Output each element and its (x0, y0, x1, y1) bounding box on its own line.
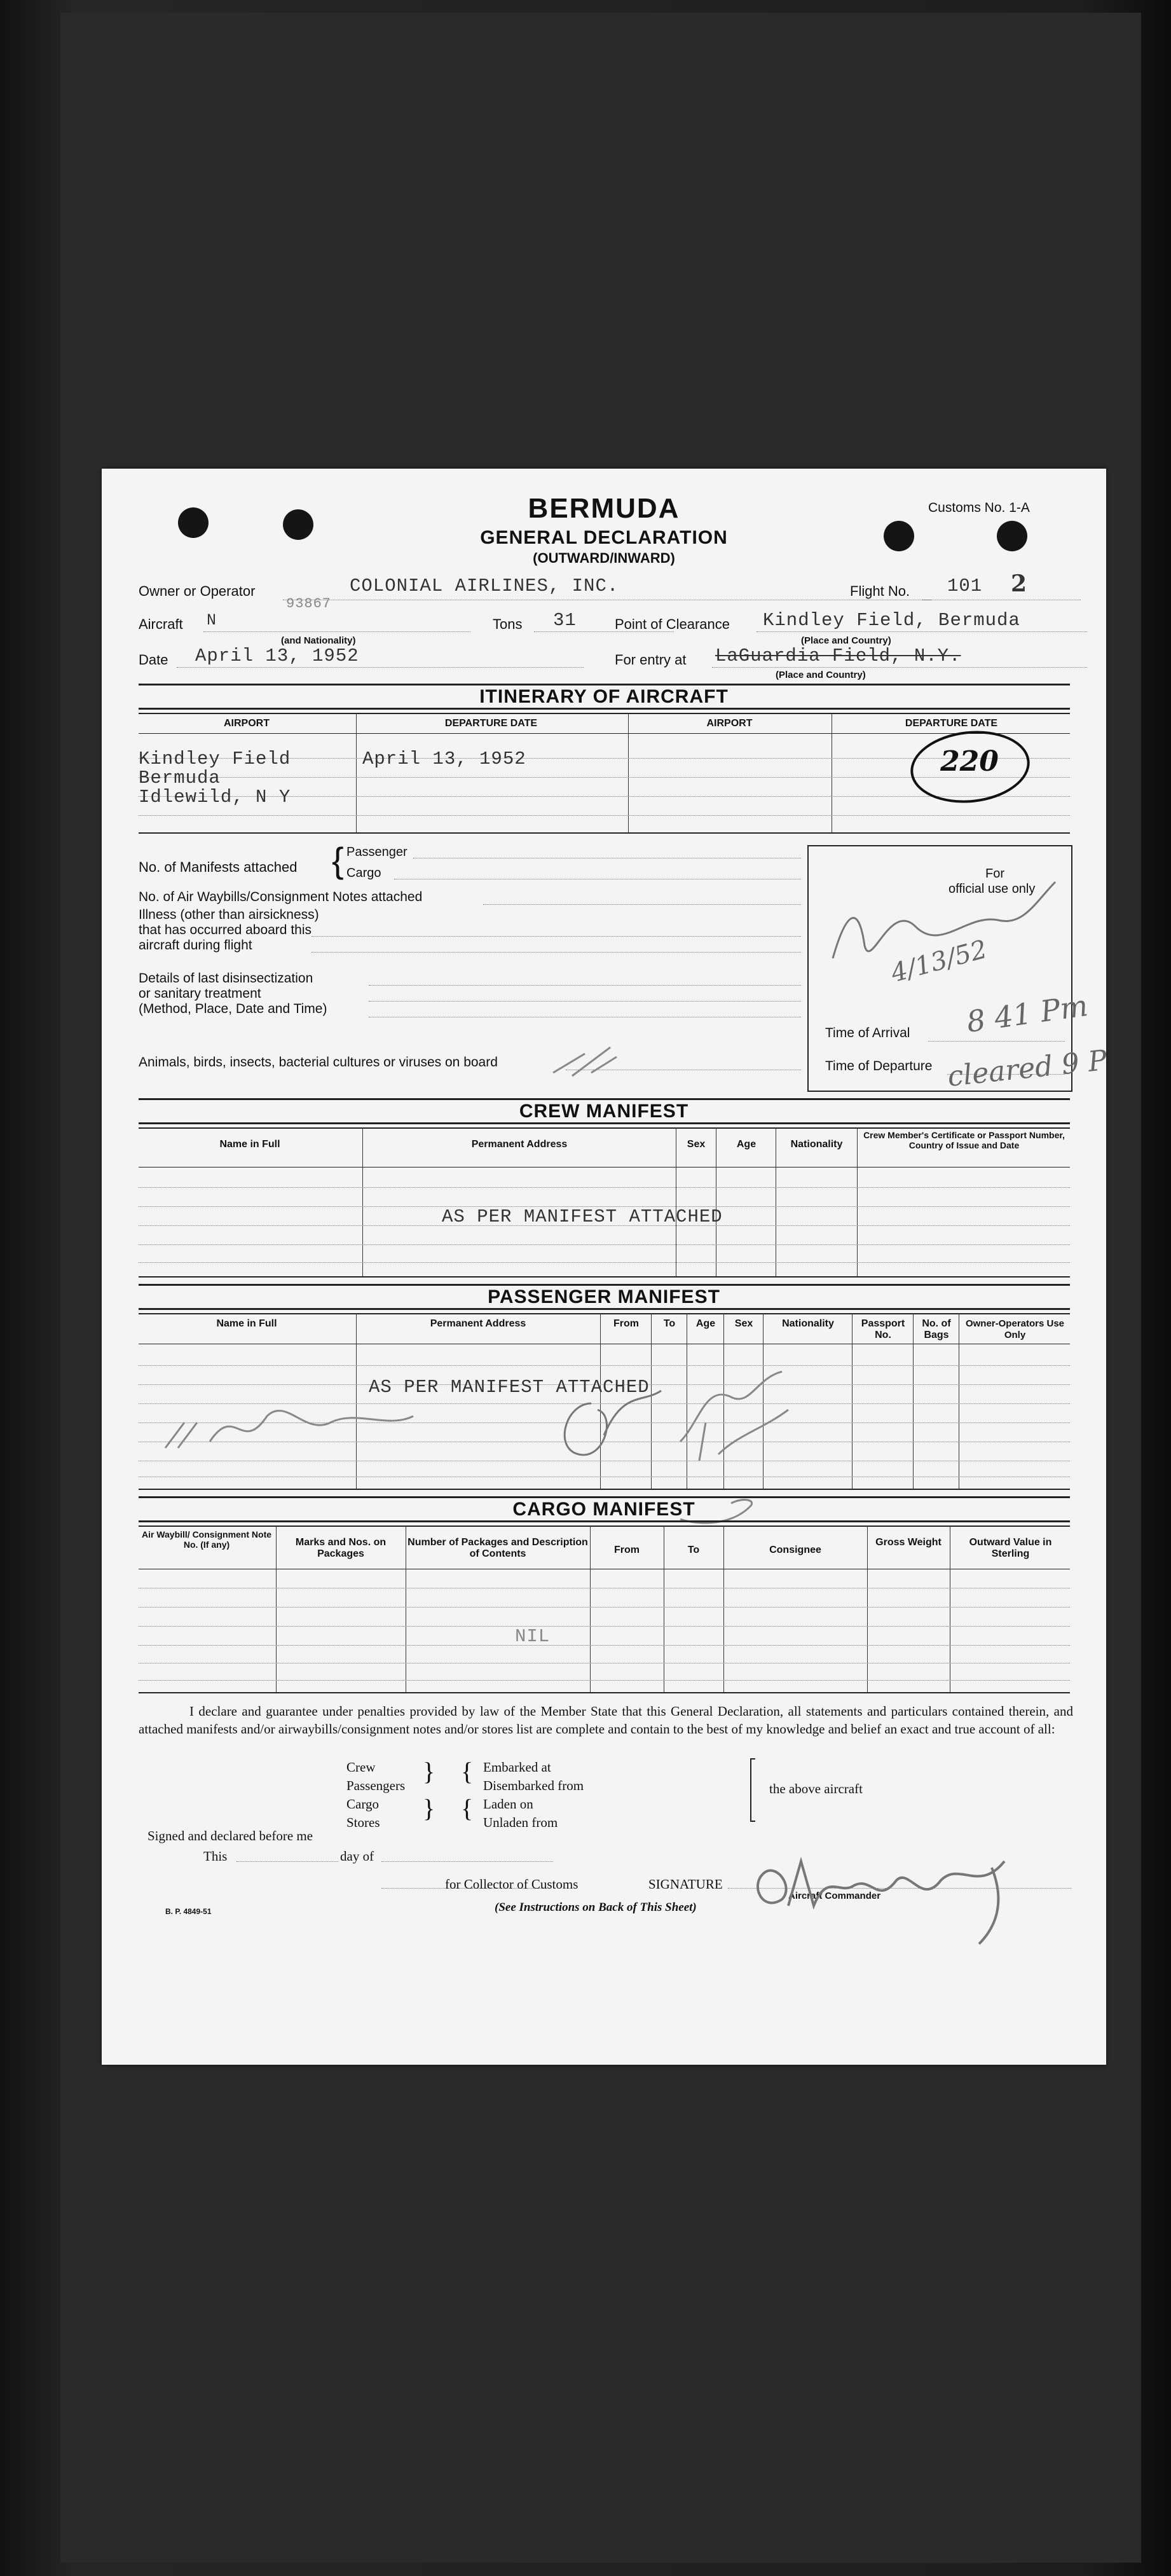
form-subtitle: GENERAL DECLARATION (480, 527, 728, 548)
instructions-note: (See Instructions on Back of This Sheet) (495, 1901, 697, 1914)
cargo-header-consignee: Consignee (769, 1545, 821, 1555)
passenger-header-nationality: Nationality (782, 1318, 834, 1329)
day-label: day of (340, 1849, 374, 1864)
declaration-item-stores: Stores (346, 1815, 380, 1830)
flight-value: 101 (947, 575, 983, 596)
this-label: This (203, 1849, 228, 1864)
flight-extra: 2 (1011, 570, 1027, 597)
punch-hole (283, 509, 313, 540)
signed-label: Signed and declared before me (147, 1828, 313, 1843)
declaration-items-right (483, 1758, 584, 1832)
manifests-cargo-label: Cargo (346, 866, 381, 880)
handwritten-arrival: 8 41 Pm (964, 988, 1090, 1040)
clearance-label: Point of Clearance (615, 616, 730, 632)
date-label: Date (139, 652, 168, 668)
passenger-handwriting (159, 1353, 668, 1480)
disinsect-label-1: Details of last disinsectization (139, 971, 313, 986)
itinerary-header-departure-2: DEPARTURE DATE (905, 718, 998, 729)
illness-label-1: Illness (other than airsickness) (139, 907, 319, 922)
crew-header-nationality: Nationality (790, 1139, 843, 1150)
passenger-header-owner: Owner-Operators Use Only (965, 1318, 1065, 1340)
form-number: Customs No. 1-A (928, 500, 1030, 515)
crew-header-certificate: Crew Member's Certificate or Passport Number, Country of Issue and Date (863, 1130, 1065, 1150)
place-note-2: (Place and Country) (776, 670, 866, 680)
passenger-header-address: Permanent Address (430, 1318, 526, 1329)
handwritten-date: 4/13/52 (887, 934, 990, 989)
collector-label: for Collector of Customs (445, 1877, 579, 1892)
form-title: BERMUDA (528, 493, 680, 524)
official-label-2: official use only (948, 882, 1036, 896)
aircraft-label: Aircraft (139, 616, 183, 632)
passenger-header-from: From (613, 1318, 639, 1329)
tons-value: 31 (553, 610, 577, 631)
disinsect-label-2: or sanitary treatment (139, 986, 261, 1001)
waybills-label: No. of Air Waybills/Consignment Notes attached (139, 890, 423, 904)
crew-header-address: Permanent Address (471, 1139, 568, 1150)
disinsect-label-3: (Method, Place, Date and Time) (139, 1002, 327, 1016)
declaration-item-unladen: Unladen from (483, 1815, 558, 1830)
declaration-text: I declare and guarantee under penalties provided by law of the Member State that this General Declaration, all statements and particulars contained therein, and attached manifests and/or airwaybills/consignment notes and/or stores list are complete and contain to the best of my knowledge and belief an exact and true account of all: (139, 1704, 1073, 1737)
declaration-item-embarked: Embarked at (483, 1760, 551, 1775)
place-note: (Place and Country) (801, 635, 891, 646)
handwritten-mark (547, 1044, 623, 1082)
punch-hole (884, 521, 914, 551)
declaration-item-laden: Laden on (483, 1796, 533, 1812)
date-value: April 13, 1952 (195, 645, 359, 666)
clearance-value: Kindley Field, Bermuda (763, 610, 1020, 631)
cargo-header-marks: Marks and Nos. on Packages (295, 1537, 387, 1559)
punch-hole (997, 521, 1027, 551)
owner-value: COLONIAL AIRLINES, INC. (350, 575, 619, 596)
manifests-label: No. of Manifests attached (139, 859, 298, 875)
animals-label: Animals, birds, insects, bacterial cultures or viruses on board (139, 1055, 498, 1070)
cargo-value: NIL (515, 1626, 551, 1647)
entry-label: For entry at (615, 652, 687, 668)
itinerary-airport-1: Kindley Field (139, 748, 291, 769)
declaration-tail: the above aircraft (769, 1781, 863, 1796)
entry-value: LaGuardia Field, N.Y. (715, 645, 961, 666)
declaration-brace: } } (423, 1757, 435, 1822)
crew-header-sex: Sex (687, 1139, 706, 1150)
form-code: B. P. 4849-51 (165, 1907, 212, 1916)
departure-label: Time of Departure (825, 1059, 933, 1073)
crew-title: CREW MANIFEST (519, 1101, 689, 1122)
declaration-brace-2: { { (461, 1757, 474, 1822)
passenger-handwriting-2 (661, 1346, 826, 1473)
passenger-note: AS PER MANIFEST ATTACHED (369, 1377, 650, 1398)
cargo-header-to: To (687, 1545, 700, 1555)
itinerary-header-departure: DEPARTURE DATE (444, 718, 538, 729)
passenger-header-passport: Passport No. (861, 1318, 905, 1340)
itinerary-airport-2: Bermuda (139, 768, 221, 789)
itinerary-airport-3: Idlewild, N Y (139, 787, 291, 808)
manifests-brace: { (332, 840, 344, 880)
signature-label: SIGNATURE (648, 1877, 723, 1892)
cargo-title: CARGO MANIFEST (512, 1499, 695, 1520)
crew-header-name: Name in Full (219, 1139, 280, 1150)
tons-label: Tons (493, 616, 523, 632)
declaration-items-left (346, 1758, 405, 1832)
itinerary-departure-date: April 13, 1952 (362, 748, 526, 769)
passenger-header-sex: Sex (734, 1318, 753, 1329)
declaration-item-crew: Crew (346, 1760, 376, 1775)
cargo-header-from: From (614, 1545, 640, 1555)
passenger-header-to: To (663, 1318, 676, 1329)
itinerary-header-airport: AIRPORT (224, 718, 270, 729)
declaration-bracket (750, 1758, 755, 1822)
cargo-header-value: Outward Value in Sterling (969, 1537, 1052, 1559)
declaration-form (102, 469, 1109, 2065)
cargo-header-weight: Gross Weight (875, 1537, 942, 1548)
crew-header-age: Age (736, 1139, 757, 1150)
declaration-item-cargo: Cargo (346, 1796, 379, 1812)
declaration-item-passengers: Passengers (346, 1778, 406, 1793)
nationality-note: (and Nationality) (281, 635, 356, 646)
declaration-item-disembarked: Disembarked from (483, 1778, 584, 1793)
flight-label: Flight No. (850, 583, 910, 599)
cargo-header-waybill: Air Waybill/ Consignment Note No. (If any) (141, 1529, 272, 1550)
handwritten-departure: cleared 9 P (946, 1043, 1109, 1094)
crew-note: AS PER MANIFEST ATTACHED (442, 1206, 723, 1227)
handwritten-scribble (820, 876, 1062, 971)
aircraft-prefix: N (207, 611, 217, 630)
aircraft-value: 93867 (286, 596, 332, 612)
itinerary-title: ITINERARY OF AIRCRAFT (479, 686, 729, 707)
manifests-passenger-label: Passenger (346, 845, 407, 859)
punch-hole (178, 507, 209, 538)
owner-label: Owner or Operator (139, 583, 256, 599)
illness-label-3: aircraft during flight (139, 938, 252, 953)
arrival-label: Time of Arrival (825, 1026, 910, 1040)
itinerary-header-airport-2: AIRPORT (706, 718, 753, 729)
passenger-title: PASSENGER MANIFEST (488, 1286, 720, 1307)
form-direction: (OUTWARD/INWARD) (533, 550, 675, 566)
commander-label: Aircraft Commander (788, 1891, 881, 1901)
illness-label-2: that has occurred aboard this (139, 923, 312, 937)
passenger-header-name: Name in Full (216, 1318, 277, 1329)
passenger-header-age: Age (695, 1318, 716, 1329)
passenger-header-bags: No. of Bags (922, 1318, 951, 1340)
cargo-header-description: Number of Packages and Description of Contents (407, 1537, 588, 1559)
commander-signature (750, 1836, 1030, 1950)
official-label-1: For (985, 867, 1004, 881)
stamp-number: 220 (940, 745, 999, 778)
